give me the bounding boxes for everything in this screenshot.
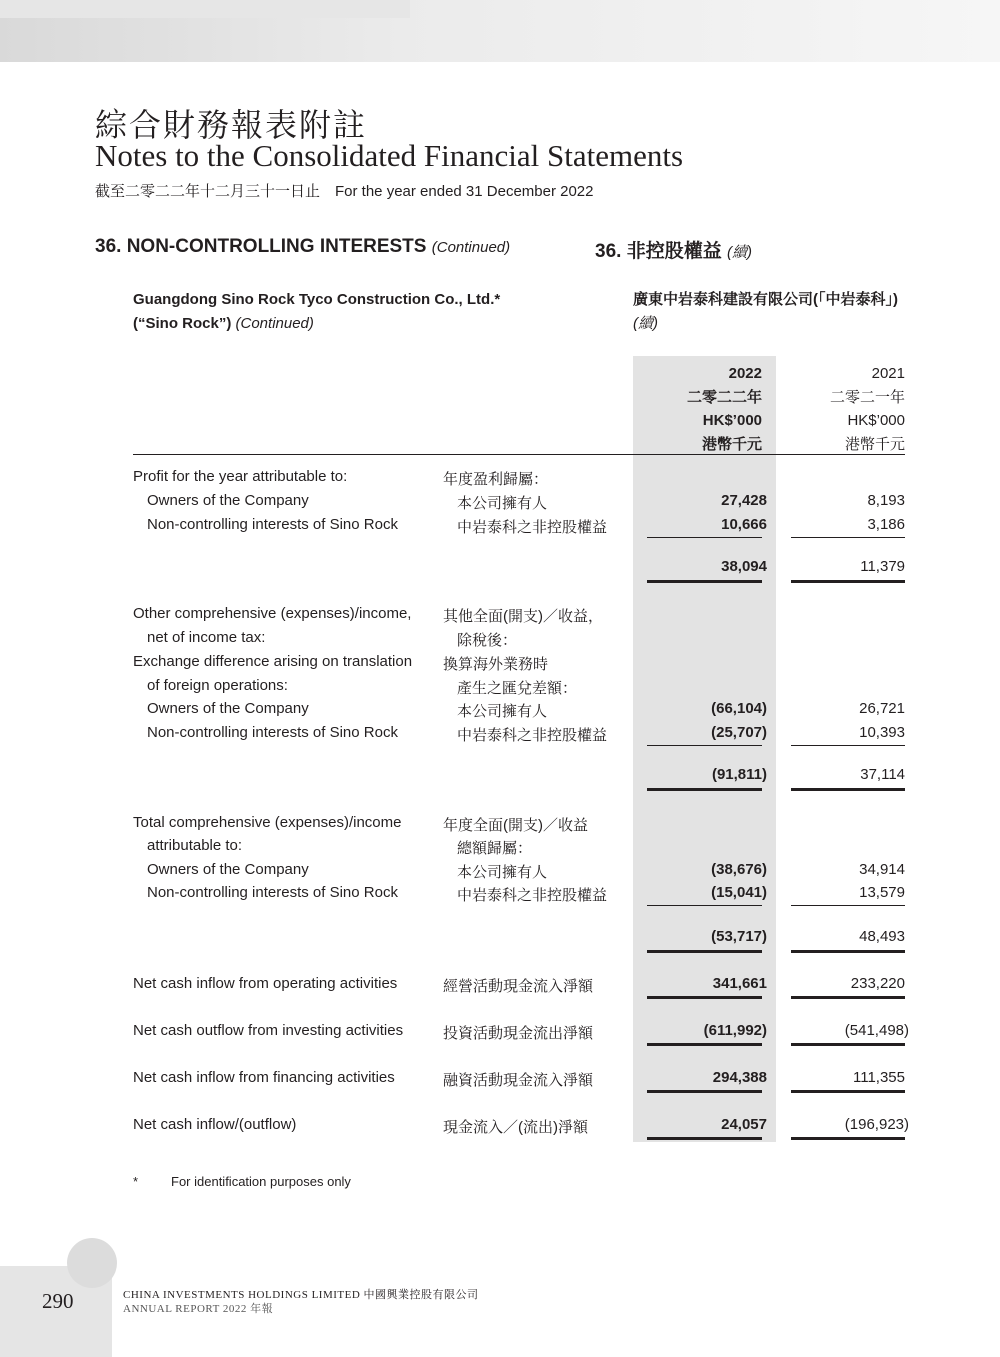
subheading-en — [133, 288, 500, 336]
oci-nci-2021: 10,393 — [859, 724, 905, 741]
oci-total-2022: (91,811) — [711, 766, 767, 783]
tci-nci-zh: 中岩泰科之非控股權益 — [457, 887, 608, 904]
section-title-zh-text: 36. 非控股權益 — [595, 241, 722, 262]
subheading-continued-en: (Continued) — [235, 315, 314, 332]
tci-heading-zh-1: 年度全面(開支)／收益 — [443, 817, 588, 834]
page-number: 290 — [42, 1289, 74, 1313]
rule-subtotal — [647, 905, 762, 906]
tci-owners-en: Owners of the Company — [147, 861, 309, 878]
profit-owners-2021: 8,193 — [867, 492, 905, 509]
oci-owners-en: Owners of the Company — [147, 700, 309, 717]
oci-heading-zh-2: 除稅後： — [457, 632, 518, 649]
oci-heading-zh-1: 其他全面(開支)／收益， — [443, 608, 603, 625]
tci-nci-en: Non-controlling interests of Sino Rock — [147, 884, 398, 901]
cash-net-2021: (196,923) — [844, 1116, 909, 1133]
subheading-continued-zh: (續) — [633, 315, 658, 332]
rule-total — [791, 996, 905, 999]
column-2021-year-zh: 二零二一年 — [829, 388, 905, 406]
section-title-en-text: 36. NON-CONTROLLING INTERESTS — [95, 236, 427, 257]
rule-subtotal — [791, 745, 905, 746]
cash-investing-2022: (611,992) — [703, 1022, 767, 1039]
cash-operating-zh: 經營活動現金流入淨額 — [443, 978, 594, 995]
tci-nci-2022: (15,041) — [711, 884, 767, 901]
cash-investing-en: Net cash outflow from investing activities — [133, 1022, 404, 1039]
cash-operating-2021: 233,220 — [850, 975, 905, 992]
tci-heading-zh-2: 總額歸屬： — [457, 840, 533, 857]
subheading-en-line1: Guangdong Sino Rock Tyco Construction Co., Ltd.* — [133, 291, 501, 308]
column-2021-unit: HK$’000 — [847, 412, 905, 429]
section-continued-zh: (續) — [726, 244, 752, 261]
page-title-en: Notes to the Consolidated Financial Statements — [95, 138, 684, 173]
company-name: CHINA INVESTMENTS HOLDINGS LIMITED 中國興業控股有限公司 — [123, 1289, 479, 1301]
report-name: ANNUAL REPORT 2022 年報 — [123, 1303, 274, 1315]
rule-total — [791, 580, 905, 583]
top-decorative-strip — [0, 0, 410, 18]
rule-total — [647, 580, 762, 583]
column-2021-unit-zh: 港幣千元 — [844, 435, 905, 453]
oci-owners-zh: 本公司擁有人 — [457, 703, 548, 720]
cash-financing-2022: 294,388 — [712, 1069, 767, 1086]
exchange-heading-zh-2: 產生之匯兌差額： — [457, 680, 578, 697]
rule-total — [791, 950, 905, 953]
page-title-zh: 綜合財務報表附註 — [95, 106, 368, 144]
tci-total-2022: (53,717) — [711, 928, 767, 945]
profit-owners-2022: 27,428 — [721, 492, 767, 509]
subheading-en-line2-text: (“Sino Rock”) — [133, 315, 232, 332]
profit-total-2022: 38,094 — [721, 558, 767, 575]
cash-financing-en: Net cash inflow from financing activities — [133, 1069, 395, 1086]
section-title-zh — [595, 236, 752, 263]
oci-owners-2021: 26,721 — [859, 700, 905, 717]
rule-total — [791, 788, 905, 791]
column-header-2021 — [775, 362, 905, 456]
cash-investing-2021: (541,498) — [844, 1022, 909, 1039]
oci-heading-en-1: Other comprehensive (expenses)/income, — [133, 605, 412, 622]
rule-total — [647, 1090, 762, 1093]
rule-total — [647, 788, 762, 791]
exchange-heading-en-1: Exchange difference arising on translation — [133, 653, 413, 670]
subheading-zh-text: 廣東中岩泰科建設有限公司(「中岩泰科」) — [633, 291, 898, 308]
profit-nci-en: Non-controlling interests of Sino Rock — [147, 516, 398, 533]
cash-net-2022: 24,057 — [721, 1116, 767, 1133]
tci-owners-2021: 34,914 — [859, 861, 905, 878]
tci-owners-zh: 本公司擁有人 — [457, 864, 548, 881]
rule-total — [647, 996, 762, 999]
column-2021-year: 2021 — [871, 365, 905, 382]
profit-owners-en: Owners of the Company — [147, 492, 309, 509]
cash-net-zh: 現金流入／(流出)淨額 — [443, 1119, 588, 1136]
profit-heading-zh: 年度盈利歸屬： — [443, 471, 549, 488]
profit-nci-2022: 10,666 — [721, 516, 767, 533]
subheading-zh — [633, 288, 913, 336]
column-header-2022 — [632, 362, 762, 456]
exchange-heading-en-2: of foreign operations: — [147, 677, 288, 694]
column-2022-year-zh: 二零二二年 — [686, 388, 762, 406]
section-title-en — [95, 236, 510, 258]
oci-total-2021: 37,114 — [860, 766, 905, 783]
oci-nci-en: Non-controlling interests of Sino Rock — [147, 724, 398, 741]
rule-subtotal — [791, 905, 905, 906]
cash-financing-zh: 融資活動現金流入淨額 — [443, 1072, 594, 1089]
cash-operating-en: Net cash inflow from operating activities — [133, 975, 398, 992]
tci-total-2021: 48,493 — [859, 928, 905, 945]
exchange-heading-zh-1: 換算海外業務時 — [443, 656, 549, 673]
profit-heading-en: Profit for the year attributable to: — [133, 468, 348, 485]
column-2022-unit: HK$’000 — [702, 412, 762, 429]
page-subtitle: 截至二零二二年十二月三十一日止 For the year ended 31 December 2022 — [95, 183, 594, 200]
rule-subtotal — [647, 537, 762, 538]
rule-total — [647, 1043, 762, 1046]
cash-net-en: Net cash inflow/(outflow) — [133, 1116, 297, 1133]
profit-nci-2021: 3,186 — [867, 516, 905, 533]
profit-total-2021: 11,379 — [860, 558, 905, 575]
profit-owners-zh: 本公司擁有人 — [457, 495, 548, 512]
column-2022-unit-zh: 港幣千元 — [701, 435, 762, 453]
oci-nci-2022: (25,707) — [711, 724, 767, 741]
rule-total — [647, 1137, 762, 1140]
header-rule — [133, 454, 905, 455]
column-2022-year: 2022 — [728, 365, 762, 382]
cash-operating-2022: 341,661 — [712, 975, 767, 992]
tci-nci-2021: 13,579 — [859, 884, 905, 901]
profit-nci-zh: 中岩泰科之非控股權益 — [457, 519, 608, 536]
rule-total — [791, 1090, 905, 1093]
oci-heading-en-2: net of income tax: — [147, 629, 266, 646]
footnote-text: For identification purposes only — [171, 1174, 351, 1189]
decorative-circle — [67, 1238, 117, 1288]
tci-heading-en-1: Total comprehensive (expenses)/income — [133, 814, 402, 831]
oci-owners-2022: (66,104) — [711, 700, 767, 717]
rule-total — [791, 1137, 905, 1140]
tci-owners-2022: (38,676) — [711, 861, 767, 878]
rule-total — [791, 1043, 905, 1046]
subheading-en-line2 — [133, 312, 500, 336]
cash-investing-zh: 投資活動現金流出淨額 — [443, 1025, 594, 1042]
cash-financing-2021: 111,355 — [853, 1069, 905, 1086]
section-continued-en: (Continued) — [431, 239, 511, 256]
rule-total — [647, 950, 762, 953]
rule-subtotal — [791, 537, 905, 538]
footnote-marker: * — [133, 1174, 139, 1189]
rule-subtotal — [647, 745, 762, 746]
oci-nci-zh: 中岩泰科之非控股權益 — [457, 727, 608, 744]
tci-heading-en-2: attributable to: — [147, 837, 243, 854]
